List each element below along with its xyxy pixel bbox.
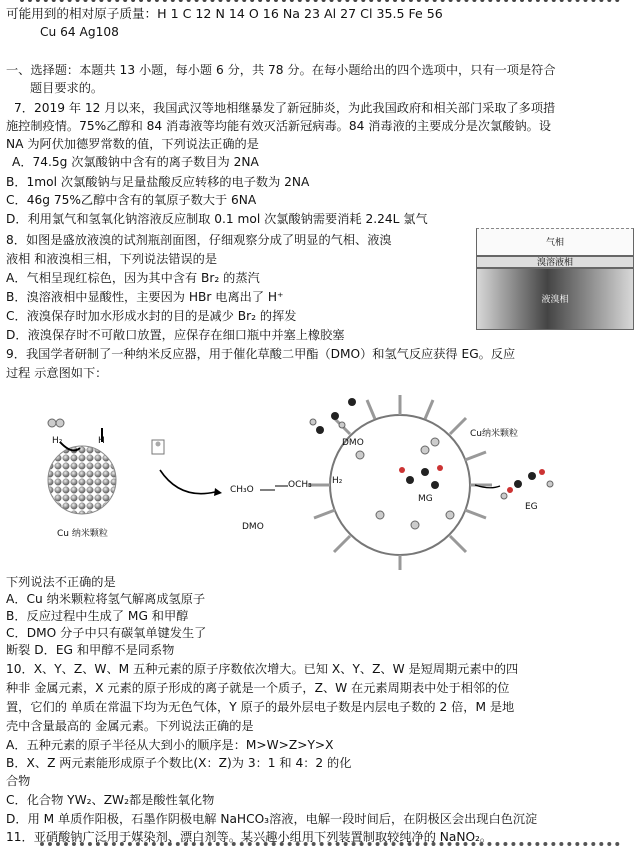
q7-stem-3: NA 为阿伏加德罗常数的值，下列说法正确的是 — [6, 137, 259, 151]
q9-stem-1: 9．我国学者研制了一种纳米反应器，用于催化草酸二甲酯（DMO）和氢气反应获得 EG。反应 — [6, 347, 516, 361]
bromine-solution-layer: 溴溶液相 — [476, 256, 634, 268]
cu-particle-label-right: Cu纳米颗粒 — [470, 429, 518, 439]
cut-off-bottom-line — [40, 842, 620, 851]
gas-phase-layer: 气相 — [476, 228, 634, 256]
q11-stem: 11．亚硝酸钠广泛用于媒染剂、漂白剂等。某兴趣小组用下列装置制取较纯净的 NaNO₂。 — [6, 830, 493, 844]
nanoreactor-shell — [330, 415, 470, 555]
q9-lead: 下列说法不正确的是 — [6, 575, 116, 589]
h-atom-label: H — [98, 436, 105, 446]
q10-stem-3: 置，它们的 单质在常温下均为无色气体，Y 原子的最外层电子数是内层电子数的 2 倍，M 是地 — [6, 700, 515, 714]
section-title: 一、选择题：本题共 13 小题，每小题 6 分，共 78 分。在每小题给出的四个选项中，只有一项是符合 — [6, 63, 556, 77]
q10-stem-2: 种非 金属元素，X 元素的原子形成的离子就是一个质子，Z、W 在元素周期表中处于相邻的位 — [6, 681, 510, 695]
mg-label: MG — [418, 494, 433, 504]
q8-stem-1: 8．如图是盛放液溴的试剂瓶剖面图，仔细观察分成了明显的气相、液溴 — [6, 233, 392, 247]
q8-option-c: C．液溴保存时加水形成水封的目的是减少 Br₂ 的挥发 — [6, 309, 297, 323]
nanoreactor-diagram — [30, 390, 630, 570]
q10-option-a: A．五种元素的原子半径从大到小的顺序是：M>W>Z>Y>X — [6, 738, 334, 752]
q8-stem-2: 液相 和液溴相三相，下列说法错误的是 — [6, 252, 218, 266]
dmo-right-group: OCH₃ — [288, 480, 312, 490]
h2-small-label: H₂ — [332, 476, 343, 486]
q7-option-d: D．利用氯气和氢氧化钠溶液反应制取 0.1 mol 次氯酸钠需要消耗 2.24L 氯气 — [6, 212, 428, 226]
q10-option-d: D．用 M 单质作阳极，石墨作阴极电解 NaHCO₃溶液，电解一段时间后，在阴极区会出现白色沉淀 — [6, 812, 538, 826]
q10-stem-4: 壳中含量最高的 金属元素。下列说法正确的是 — [6, 719, 254, 733]
q9-option-c-d: 断裂 D．EG 和甲醇不是同系物 — [6, 643, 175, 657]
atomic-masses-line2: Cu 64 Ag108 — [40, 25, 119, 39]
q8-option-a: A．气相呈现红棕色，因为其中含有 Br₂ 的蒸汽 — [6, 271, 260, 285]
q8-option-d: D．液溴保存时不可敞口放置，应保存在细口瓶中并塞上橡胶塞 — [6, 328, 345, 342]
h2-label: H₂ — [52, 436, 63, 446]
dmo-left-group: CH₃O — [230, 485, 254, 495]
q7-option-c: C．46g 75%乙醇中含有的氧原子数大于 6NA — [6, 193, 257, 207]
nanoreactor-figure — [30, 390, 630, 570]
q7-stem-1: 7．2019 年 12 月以来，我国武汉等地相继暴发了新冠肺炎，为此我国政府和相关部门采取了多项措 — [14, 101, 556, 115]
q8-option-b: B．溴溶液相中显酸性，主要因为 HBr 电离出了 H⁺ — [6, 290, 284, 304]
cu-nanoparticle-sphere — [48, 446, 116, 514]
eg-label: EG — [525, 502, 538, 512]
q9-option-a: A．Cu 纳米颗粒将氢气解离成氢原子 — [6, 592, 206, 606]
q7-option-b: B．1mol 次氯酸钠与足量盐酸反应转移的电子数为 2NA — [6, 175, 310, 189]
q10-option-b: B．X、Z 两元素能形成原子个数比(X：Z)为 3：1 和 4：2 的化 — [6, 756, 352, 770]
atomic-masses-line1: 可能用到的相对原子质量：H 1 C 12 N 14 O 16 Na 23 Al 27 Cl 35.5 Fe 56 — [6, 6, 443, 21]
liquid-bromine-layer: 液溴相 — [476, 268, 634, 330]
q7-option-a: A．74.5g 次氯酸钠中含有的离子数目为 2NA — [12, 155, 259, 169]
section-title-cont: 题目要求的。 — [30, 81, 104, 95]
q9-option-b: B．反应过程中生成了 MG 和甲醇 — [6, 609, 189, 623]
q10-stem-1: 10．X、Y、Z、W、M 五种元素的原子序数依次增大。已知 X、Y、Z、W 是短周期元素中的四 — [6, 662, 519, 676]
q9-option-c: C．DMO 分子中只有碳氧单键发生了 — [6, 626, 207, 640]
cut-off-top-line — [20, 0, 620, 2]
q10-option-b-cont: 合物 — [6, 774, 31, 788]
reagent-bottle-cross-section — [476, 228, 636, 332]
q10-option-c: C．化合物 YW₂、ZW₂都是酸性氧化物 — [6, 793, 215, 807]
dmo-label-2: DMO — [342, 438, 364, 448]
q9-stem-2: 过程 示意图如下： — [6, 366, 108, 380]
q7-stem-2: 施控制疫情。75%乙醇和 84 消毒液等均能有效灭活新冠病毒。84 消毒液的主要成分是次氯酸钠。设 — [6, 119, 552, 133]
dmo-label: DMO — [242, 522, 264, 532]
cu-particle-label: Cu 纳米颗粒 — [57, 529, 108, 539]
